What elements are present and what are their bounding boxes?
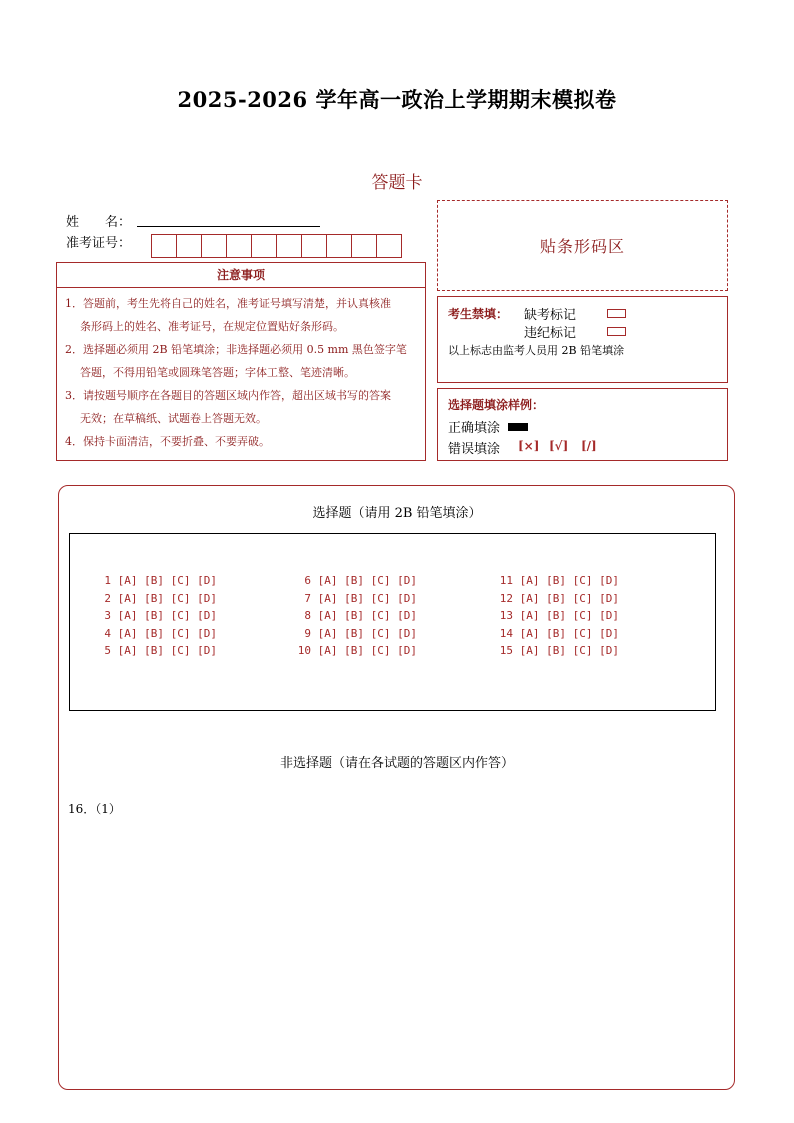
exam-id-digit-box[interactable] bbox=[376, 234, 402, 258]
violation-mark-box[interactable] bbox=[607, 327, 626, 336]
name-field[interactable] bbox=[137, 226, 320, 227]
exam-id-label: 准考证号： bbox=[66, 236, 132, 251]
mcq-grid bbox=[69, 533, 716, 711]
barcode-area bbox=[437, 200, 728, 291]
mcq-section-title: 选择题（请用 2B 铅笔填涂） bbox=[312, 506, 482, 521]
notice-item: 4．保持卡面清洁，不要折叠、不要弄破。 bbox=[65, 435, 270, 448]
mcq-row[interactable]: 7 [A] [B] [C] [D] bbox=[304, 591, 417, 605]
exam-id-digit-box[interactable] bbox=[201, 234, 227, 258]
wrong-fill-label: 错误填涂 bbox=[448, 442, 501, 457]
notice-item-cont: 条形码上的姓名、准考证号，在规定位置贴好条形码。 bbox=[80, 320, 344, 333]
answer-sheet-title: 答题卡 bbox=[371, 173, 423, 193]
mcq-row[interactable]: 13 [A] [B] [C] [D] bbox=[499, 609, 619, 622]
mcq-row[interactable]: 12 [A] [B] [C] [D] bbox=[499, 591, 619, 605]
notice-item-cont: 无效；在草稿纸、试题卷上答题无效。 bbox=[80, 412, 267, 425]
exam-id-digit-box[interactable] bbox=[326, 234, 352, 258]
exam-id-digit-box[interactable] bbox=[151, 234, 177, 258]
exam-id-digit-box[interactable] bbox=[226, 234, 252, 258]
proctor-only-label: 考生禁填： bbox=[448, 307, 509, 321]
name-label: 姓 名： bbox=[66, 215, 132, 230]
proctor-only-panel bbox=[437, 296, 728, 383]
notice-heading: 注意事项 bbox=[57, 263, 425, 288]
mcq-row[interactable]: 3 [A] [B] [C] [D] bbox=[104, 609, 217, 622]
exam-id-digit-box[interactable] bbox=[301, 234, 327, 258]
non-mcq-section-title: 非选择题（请在各试题的答题区内作答） bbox=[279, 756, 514, 771]
mcq-row[interactable]: 8 [A] [B] [C] [D] bbox=[304, 609, 417, 622]
exam-id-digit-box[interactable] bbox=[276, 234, 302, 258]
barcode-label: 贴条形码区 bbox=[539, 237, 625, 256]
mcq-column-3 bbox=[498, 572, 619, 660]
notice-item: 2．选择题必须用 2B 铅笔填涂；非选择题必须用 0.5 mm 黑色签字笔 bbox=[65, 343, 407, 356]
mcq-row[interactable]: 5 [A] [B] [C] [D] bbox=[104, 644, 217, 657]
wrong-mark-cross: [×] bbox=[518, 439, 540, 453]
notice-panel bbox=[56, 262, 426, 461]
mcq-row[interactable]: 1 [A] [B] [C] [D] bbox=[104, 574, 217, 587]
notice-item: 3．请按题号顺序在各题目的答题区域内作答，超出区域书写的答案 bbox=[65, 389, 391, 402]
mcq-row[interactable]: 9 [A] [B] [C] [D] bbox=[304, 626, 417, 640]
absent-mark-box[interactable] bbox=[607, 309, 626, 318]
question-16-answer-area[interactable] bbox=[68, 820, 726, 1080]
mcq-row[interactable]: 15 [A] [B] [C] [D] bbox=[499, 644, 619, 657]
absent-mark-label: 缺考标记 bbox=[524, 308, 577, 323]
correct-fill-label: 正确填涂 bbox=[448, 421, 501, 436]
mcq-row[interactable]: 14 [A] [B] [C] [D] bbox=[499, 626, 619, 640]
mcq-row[interactable]: 6 [A] [B] [C] [D] bbox=[304, 574, 417, 587]
wrong-mark-check: [√] bbox=[549, 439, 569, 453]
mcq-column-2 bbox=[296, 572, 417, 660]
mcq-row[interactable]: 2 [A] [B] [C] [D] bbox=[104, 591, 217, 605]
exam-id-digit-box[interactable] bbox=[176, 234, 202, 258]
question-16-label: 16．（1） bbox=[68, 802, 121, 816]
mcq-row[interactable]: 11 [A] [B] [C] [D] bbox=[499, 574, 619, 587]
mcq-column-1 bbox=[96, 572, 217, 660]
proctor-note: 以上标志由监考人员用 2B 铅笔填涂 bbox=[448, 344, 625, 357]
mcq-row[interactable]: 4 [A] [B] [C] [D] bbox=[104, 626, 217, 640]
correct-fill-mark bbox=[508, 423, 528, 431]
fill-sample-heading: 选择题填涂样例： bbox=[448, 398, 545, 412]
notice-item: 1．答题前，考生先将自己的姓名，准考证号填写清楚，并认真核准 bbox=[65, 297, 391, 310]
mcq-row[interactable]: 10 [A] [B] [C] [D] bbox=[297, 644, 417, 657]
exam-title: 2025-2026 学年高一政治上学期期末模拟卷 bbox=[177, 87, 617, 112]
exam-id-digit-box[interactable] bbox=[251, 234, 277, 258]
exam-id-boxes[interactable] bbox=[151, 234, 401, 258]
fill-sample-panel bbox=[437, 388, 728, 461]
exam-id-digit-box[interactable] bbox=[351, 234, 377, 258]
violation-mark-label: 违纪标记 bbox=[524, 326, 577, 341]
notice-item-cont: 答题，不得用铅笔或圆珠笔答题；字体工整、笔迹清晰。 bbox=[80, 366, 355, 379]
wrong-mark-slash: [/] bbox=[581, 439, 597, 453]
